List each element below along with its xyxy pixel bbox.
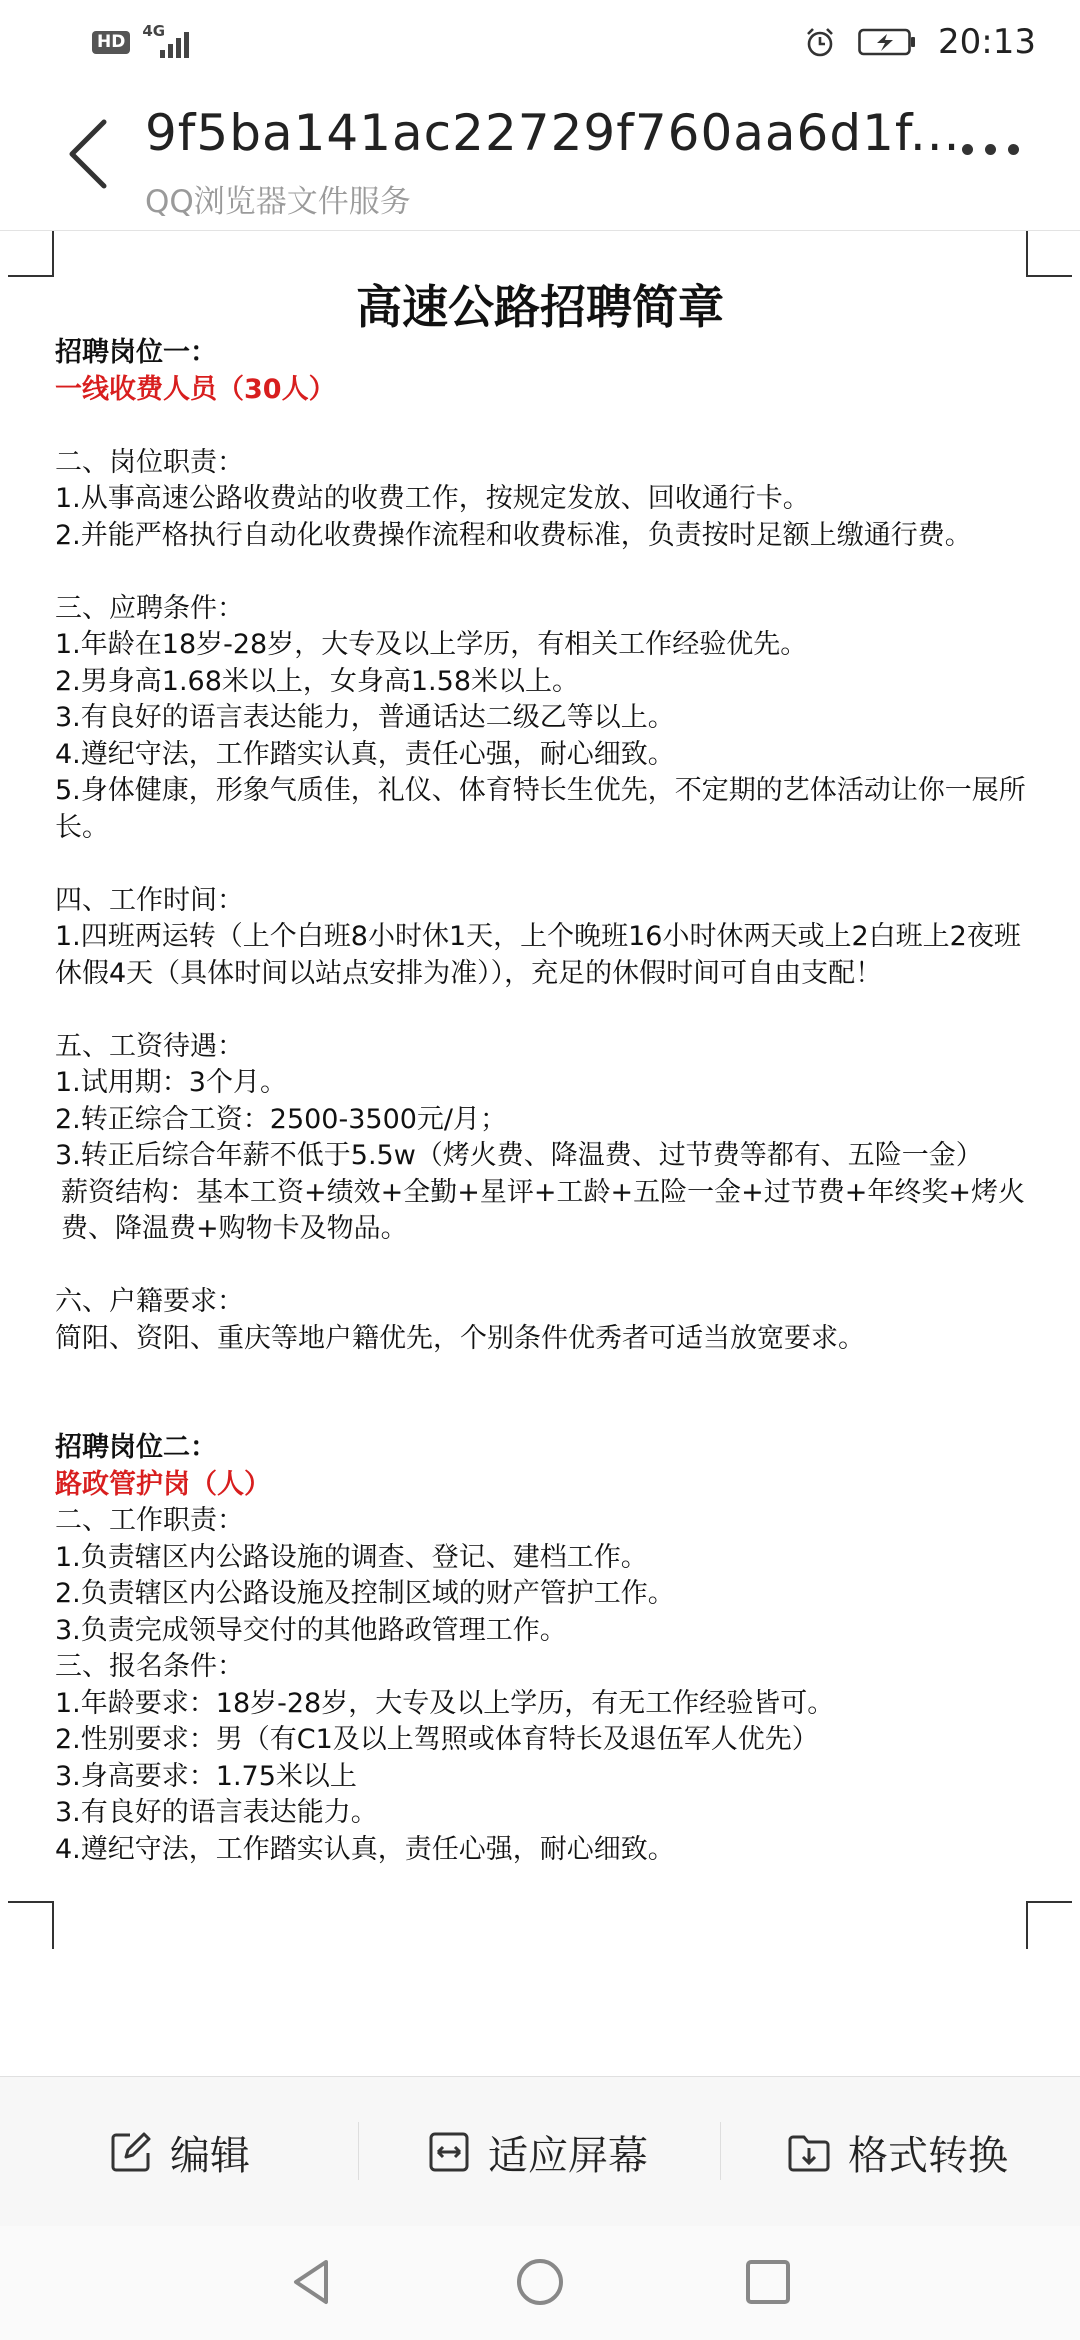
requirement2-item: 2.性别要求：男（有C1及以上驾照或体育特长及退伍军人优先） [55, 1724, 819, 1755]
duties2-heading: 二、工作职责： [55, 1505, 244, 1536]
app-header [0, 84, 1080, 231]
fit-screen-button[interactable] [426, 2077, 648, 2227]
duties-heading: 二、岗位职责： [55, 446, 244, 478]
salary-structure: 薪资结构：基本工资+绩效+全勤+星评+工龄+五险一金+过节费+年终奖+烤火费、降温费+购物卡及物品。 [61, 1176, 1025, 1244]
salary-heading: 五、工资待遇： [55, 1030, 244, 1062]
requirements2-heading: 三、报名条件： [55, 1651, 244, 1682]
crop-mark [1026, 1901, 1072, 1949]
crop-mark [8, 1901, 54, 1949]
file-title: 9f5ba141ac22729f760aa6d1f... [145, 104, 961, 162]
conditions-heading: 三、应聘条件： [55, 592, 244, 624]
format-convert-button[interactable] [786, 2077, 1008, 2227]
edit-label: 编辑 [170, 2132, 250, 2179]
hd-badge: HD [92, 31, 130, 54]
position1-heading: 招聘岗位一： [55, 337, 217, 368]
requirement2-item: 3.有良好的语言表达能力。 [55, 1797, 378, 1828]
requirement2-item: 1.年龄要求：18岁-28岁，大专及以上学历，有无工作经验皆可。 [55, 1687, 835, 1719]
nav-home-icon[interactable] [510, 2252, 570, 2312]
system-nav-bar [0, 2226, 1080, 2340]
duty2-item: 2.负责辖区内公路设施及控制区域的财产管护工作。 [55, 1578, 675, 1609]
requirement2-item: 3.身高要求：1.75米以上 [55, 1760, 357, 1792]
requirement2-item: 4.遵纪守法，工作踏实认真，责任心强，耐心细致。 [55, 1833, 675, 1865]
status-bar [0, 0, 1080, 84]
worktime-heading: 四、工作时间： [55, 884, 244, 916]
salary-item: 2.转正综合工资：2500-3500元/月； [55, 1103, 508, 1135]
status-right [804, 22, 1036, 62]
bottom-toolbar [0, 2076, 1080, 2227]
duty2-item: 1.负责辖区内公路设施的调查、登记、建档工作。 [55, 1541, 648, 1573]
back-arrow-icon[interactable] [60, 114, 116, 194]
position1-name: 一线收费人员（30人） [55, 373, 336, 405]
position2-name: 路政管护岗（人） [55, 1468, 271, 1500]
condition-item: 5.身体健康，形象气质佳，礼仪、体育特长生优先，不定期的艺体活动让你一展所长。 [55, 775, 1026, 843]
position2-heading: 招聘岗位二： [55, 1432, 217, 1463]
folder-download-icon [786, 2129, 832, 2175]
signal-icon [140, 22, 196, 62]
format-convert-label: 格式转换 [848, 2132, 1008, 2179]
hukou-heading: 六、户籍要求： [55, 1286, 244, 1317]
duty-item: 2.并能严格执行自动化收费操作流程和收费标准，负责按时足额上缴通行费。 [55, 519, 972, 551]
status-left [92, 22, 196, 62]
alarm-icon [804, 26, 836, 58]
edit-button[interactable] [108, 2077, 250, 2227]
condition-item: 3.有良好的语言表达能力，普通话达二级乙等以上。 [55, 702, 675, 733]
worktime-item: 1.四班两运转（上个白班8小时休1天，上个晚班16小时休两天或上2白班上2夜班休假4天（具体时间以站点安排为准）），充足的休假时间可自由支配！ [55, 921, 1021, 989]
duty-item: 1.从事高速公路收费站的收费工作，按规定发放、回收通行卡。 [55, 483, 810, 514]
status-time: 20:13 [938, 22, 1036, 62]
salary-item: 1.试用期：3个月。 [55, 1067, 287, 1098]
battery-charging-icon [858, 28, 916, 56]
toolbar-divider [720, 2122, 721, 2180]
network-type: 4G [142, 22, 166, 40]
edit-icon [108, 2129, 154, 2175]
document-title: 高速公路招聘简章 [356, 280, 724, 334]
condition-item: 4.遵纪守法，工作踏实认真，责任心强，耐心细致。 [55, 738, 675, 770]
condition-item: 1.年龄在18岁-28岁，大专及以上学历，有相关工作经验优先。 [55, 629, 808, 660]
file-subtitle: QQ浏览器文件服务 [145, 184, 411, 220]
toolbar-divider [358, 2122, 359, 2180]
more-dots-icon[interactable] [962, 144, 1019, 155]
hukou-item: 简阳、资阳、重庆等地户籍优先，个别条件优秀者可适当放宽要求。 [55, 1322, 865, 1354]
document-view[interactable] [0, 231, 1080, 2076]
document-body [55, 335, 1045, 1868]
nav-back-icon[interactable] [282, 2252, 342, 2312]
salary-item: 3.转正后综合年薪不低于5.5w（烤火费、降温费、过节费等都有、五险一金） [55, 1140, 983, 1171]
fit-screen-icon [426, 2129, 472, 2175]
fit-screen-label: 适应屏幕 [488, 2132, 648, 2179]
nav-recents-icon[interactable] [738, 2252, 798, 2312]
condition-item: 2.男身高1.68米以上，女身高1.58米以上。 [55, 665, 579, 697]
duty2-item: 3.负责完成领导交付的其他路政管理工作。 [55, 1614, 567, 1646]
